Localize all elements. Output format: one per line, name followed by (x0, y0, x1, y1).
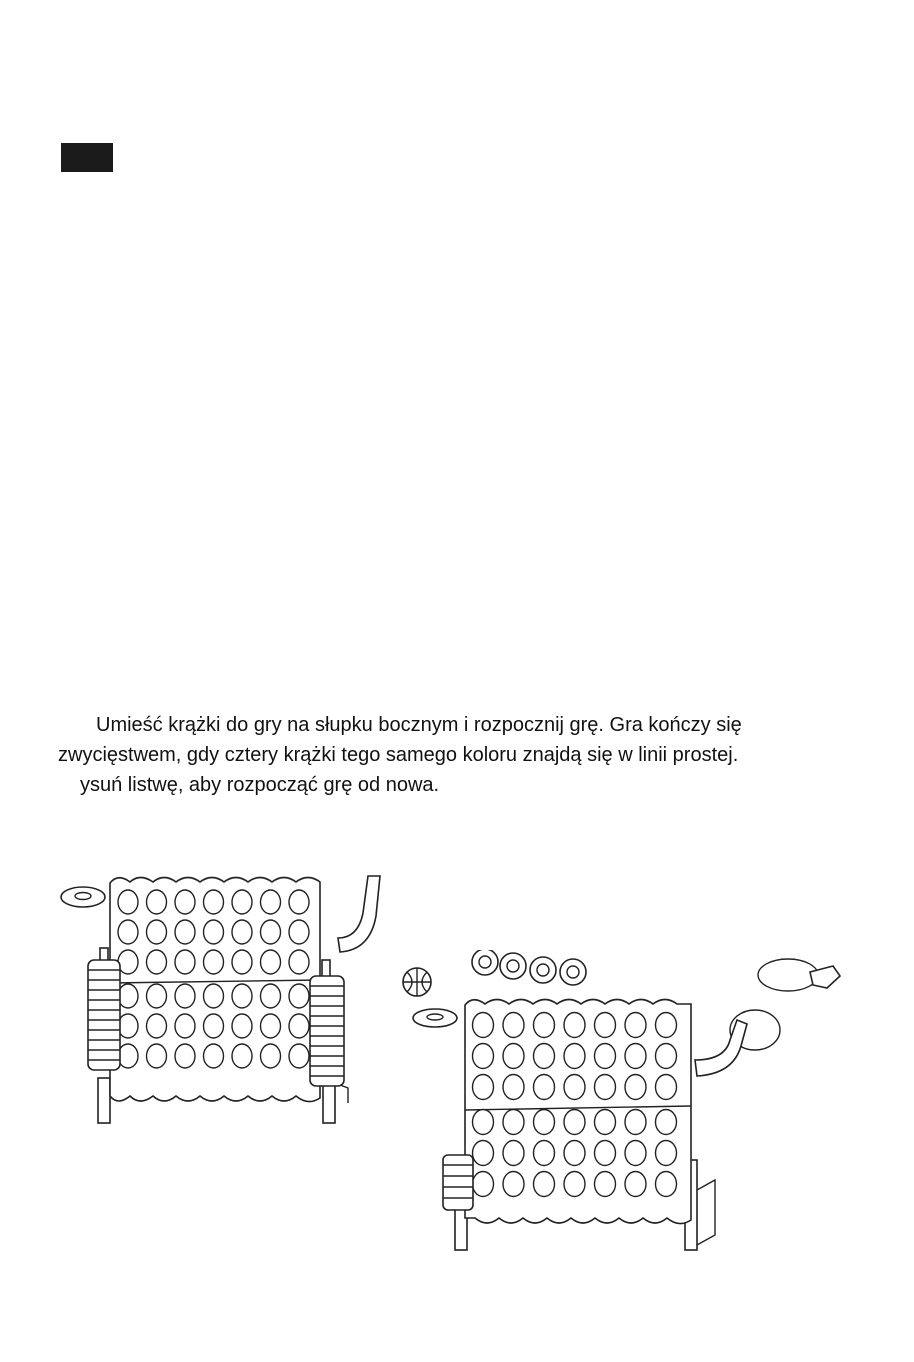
right-board-illustration (395, 950, 845, 1260)
board-hole (564, 1172, 585, 1197)
instruction-line-3: ysuń listwę, aby rozpocząć grę od nowa. (80, 774, 440, 796)
board-hole (147, 890, 167, 914)
board-hole (175, 984, 195, 1008)
left-board-illustration (58, 868, 388, 1133)
board-hole (232, 920, 252, 944)
board-hole (595, 1172, 616, 1197)
disc-stack-right (310, 976, 344, 1086)
instruction-line-1: Umieść krążki do gry na słupku bocznym i rozpocznij grę. Gra kończy się (96, 714, 742, 736)
board-hole (564, 1075, 585, 1100)
board-hole (118, 890, 138, 914)
board-hole (534, 1075, 555, 1100)
board-hole (534, 1172, 555, 1197)
board-hole (503, 1141, 524, 1166)
board-hole (261, 950, 281, 974)
board-hole (656, 1013, 677, 1038)
instructions-text (58, 710, 858, 800)
board-hole (534, 1110, 555, 1135)
ring-icon (560, 959, 586, 985)
board-hole (534, 1141, 555, 1166)
board-hole (473, 1075, 494, 1100)
board-hole (261, 1044, 281, 1068)
board-hole (118, 920, 138, 944)
tube-icon (695, 1020, 747, 1076)
board-hole (175, 950, 195, 974)
thrown-ring-icon (758, 959, 818, 991)
board-hole (625, 1013, 646, 1038)
board-hole (289, 1044, 309, 1068)
instruction-line-2: zwycięstwem, gdy cztery krążki tego samego koloru znajdą się w linii prostej. (58, 744, 739, 766)
ring-icon (472, 950, 498, 975)
board-hole (204, 1014, 224, 1038)
board-hole (232, 1014, 252, 1038)
board-hole (175, 1014, 195, 1038)
board-hole (147, 1044, 167, 1068)
board-hole (503, 1110, 524, 1135)
board-hole (289, 950, 309, 974)
board-hole (656, 1110, 677, 1135)
board-hole (175, 890, 195, 914)
ring-icon (530, 957, 556, 983)
board-hole (503, 1172, 524, 1197)
board-hole (261, 890, 281, 914)
board-hole (595, 1141, 616, 1166)
board-hole (232, 890, 252, 914)
board-hole (261, 1014, 281, 1038)
board-hole (118, 950, 138, 974)
board-hole (289, 984, 309, 1008)
board-hole (118, 984, 138, 1008)
board-hole (503, 1075, 524, 1100)
board-hole (204, 950, 224, 974)
board-hole (625, 1044, 646, 1069)
board-hole (473, 1110, 494, 1135)
board-hole (204, 920, 224, 944)
board-hole (595, 1075, 616, 1100)
board-hole (261, 920, 281, 944)
board-hole (289, 1014, 309, 1038)
board-hole (473, 1172, 494, 1197)
board-hole (175, 1044, 195, 1068)
board-hole (534, 1044, 555, 1069)
board-hole (147, 950, 167, 974)
board-hole (503, 1013, 524, 1038)
left-board-svg (58, 868, 388, 1133)
board-hole (204, 890, 224, 914)
board-hole (261, 984, 281, 1008)
board-hole (204, 1044, 224, 1068)
board-hole (656, 1141, 677, 1166)
ring-icon (500, 953, 526, 979)
board-hole (147, 920, 167, 944)
board-hole (289, 920, 309, 944)
board-hole (656, 1044, 677, 1069)
board-hole (625, 1172, 646, 1197)
board-hole (595, 1110, 616, 1135)
board-hole (625, 1110, 646, 1135)
board-hole (503, 1044, 524, 1069)
board-leg (98, 1078, 110, 1123)
right-board-svg (395, 950, 845, 1260)
board-hole (204, 984, 224, 1008)
board-hole (534, 1013, 555, 1038)
board-hole (232, 950, 252, 974)
board-hole (595, 1044, 616, 1069)
rings-row (472, 950, 586, 985)
board-hole (473, 1013, 494, 1038)
disc-icon (413, 1009, 457, 1027)
board-hole (625, 1141, 646, 1166)
board-hole (595, 1013, 616, 1038)
board-hole (289, 890, 309, 914)
board-hole (147, 984, 167, 1008)
disc-icon (61, 887, 105, 907)
board-hole (147, 1014, 167, 1038)
board-hole (564, 1013, 585, 1038)
board-hole (175, 920, 195, 944)
board-hole (118, 1014, 138, 1038)
board-hole (656, 1075, 677, 1100)
disc-stack-left (88, 960, 120, 1070)
board-hole (564, 1044, 585, 1069)
hand-icon (810, 966, 840, 988)
board-hole (118, 1044, 138, 1068)
board-hole (656, 1172, 677, 1197)
board-hole (625, 1075, 646, 1100)
board-hole (232, 1044, 252, 1068)
tube-icon (338, 876, 380, 952)
board-hole (232, 984, 252, 1008)
section-label-box (61, 143, 113, 172)
board-hole (564, 1141, 585, 1166)
disc-stack-left (443, 1155, 473, 1210)
board-hole (473, 1044, 494, 1069)
board-hole (473, 1141, 494, 1166)
board-hole (564, 1110, 585, 1135)
